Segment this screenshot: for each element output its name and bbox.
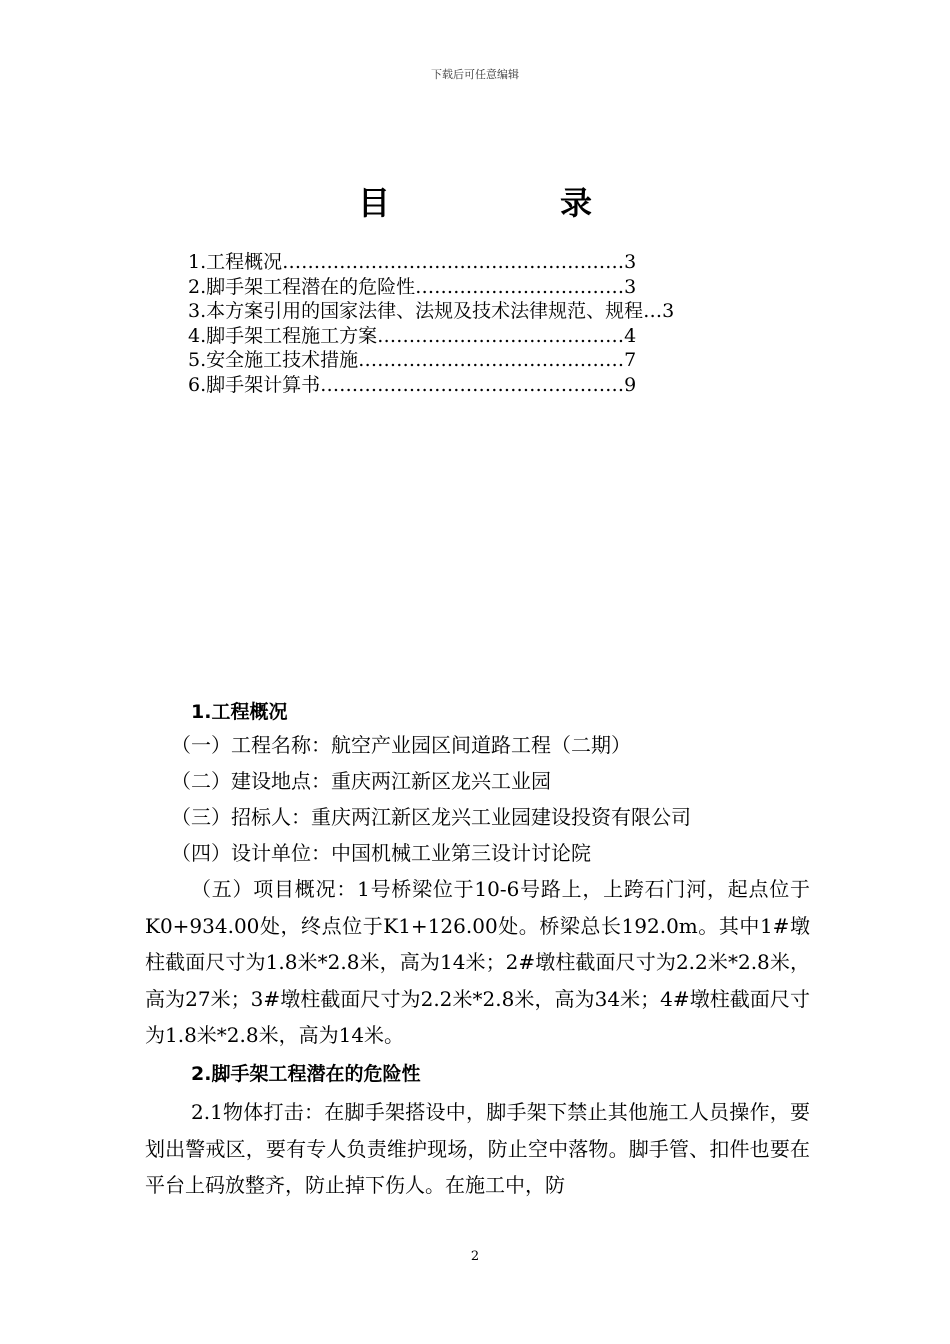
page-number: 2 (470, 1249, 480, 1264)
toc-item[interactable] (188, 275, 808, 300)
page-header: 下载后可任意编辑 (431, 68, 519, 81)
toc-item-label: 6.脚手架计算书 (188, 373, 321, 396)
location-line: （二）建设地点：重庆两江新区龙兴工业园 (171, 769, 551, 793)
toc-item[interactable] (188, 324, 808, 349)
document-body (145, 697, 810, 1204)
toc-item-label: 1.工程概况 (188, 251, 283, 273)
design-unit-line: （四）设计单位：中国机械工业第三设计讨论院 (171, 841, 591, 865)
section-heading-hazards: 2.脚手架工程潜在的危险性 (191, 1062, 421, 1085)
toc-item-leader: … (643, 300, 663, 323)
toc-item[interactable] (188, 299, 808, 324)
toc-item-page: 4 (624, 324, 637, 347)
section-heading-overview: 1.工程概况 (191, 701, 288, 723)
toc-item-leader: ………………………………………… (320, 373, 625, 396)
tenderer-line: （三）招标人：重庆两江新区龙兴工业园建设投资有限公司 (171, 805, 691, 829)
toc-item[interactable] (188, 250, 808, 275)
toc-item-leader: …………………………… (415, 275, 625, 298)
toc-item-leader: ………………………………… (377, 324, 625, 347)
toc-item[interactable] (188, 348, 808, 373)
project-overview-paragraph: （五）项目概况：1号桥梁位于10-6号路上，上跨石门河，起点位于K0+934.00处，终点位于K1+126.00处。桥梁总长192.0m。其中1#墩柱截面尺寸为1.8米*2.8米，高为14米；2#墩柱截面尺寸为2.2米*2.8米，高为27米；3#墩柱截面尺寸为2.2米*2.8米，高为34米；4#墩柱截面尺寸为1.8米*2.8米，高为14米。 (145, 877, 810, 1048)
toc-item-label: 3.本方案引用的国家法律、法规及技术法律规范、规程 (188, 300, 644, 323)
toc-item-page: 9 (624, 373, 637, 396)
toc-item[interactable] (188, 373, 808, 398)
toc-item-page: 7 (624, 349, 637, 372)
toc-item-leader: ……………………………………………… (282, 251, 625, 273)
toc-item-page: 3 (624, 251, 637, 273)
toc-item-page: 3 (624, 275, 637, 298)
project-name-line: （一）工程名称：航空产业园区间道路工程（二期） (171, 733, 631, 757)
toc-item-label: 2.脚手架工程潜在的危险性 (188, 275, 416, 298)
hazard-paragraph: 2.1物体打击：在脚手架搭设中，脚手架下禁止其他施工人员操作，要划出警戒区，要有专人负责维护现场，防止空中落物。脚手管、扣件也要在平台上码放整齐，防止掉下伤人。在施工中，防 (145, 1099, 810, 1198)
toc-item-leader: …………………………………… (358, 349, 625, 372)
toc-item-page: 3 (662, 300, 675, 323)
toc-item-label: 5.安全施工技术措施 (188, 349, 359, 372)
table-of-contents (188, 250, 808, 398)
toc-title: 目录 (357, 184, 762, 222)
toc-item-label: 4.脚手架工程施工方案 (188, 324, 378, 347)
